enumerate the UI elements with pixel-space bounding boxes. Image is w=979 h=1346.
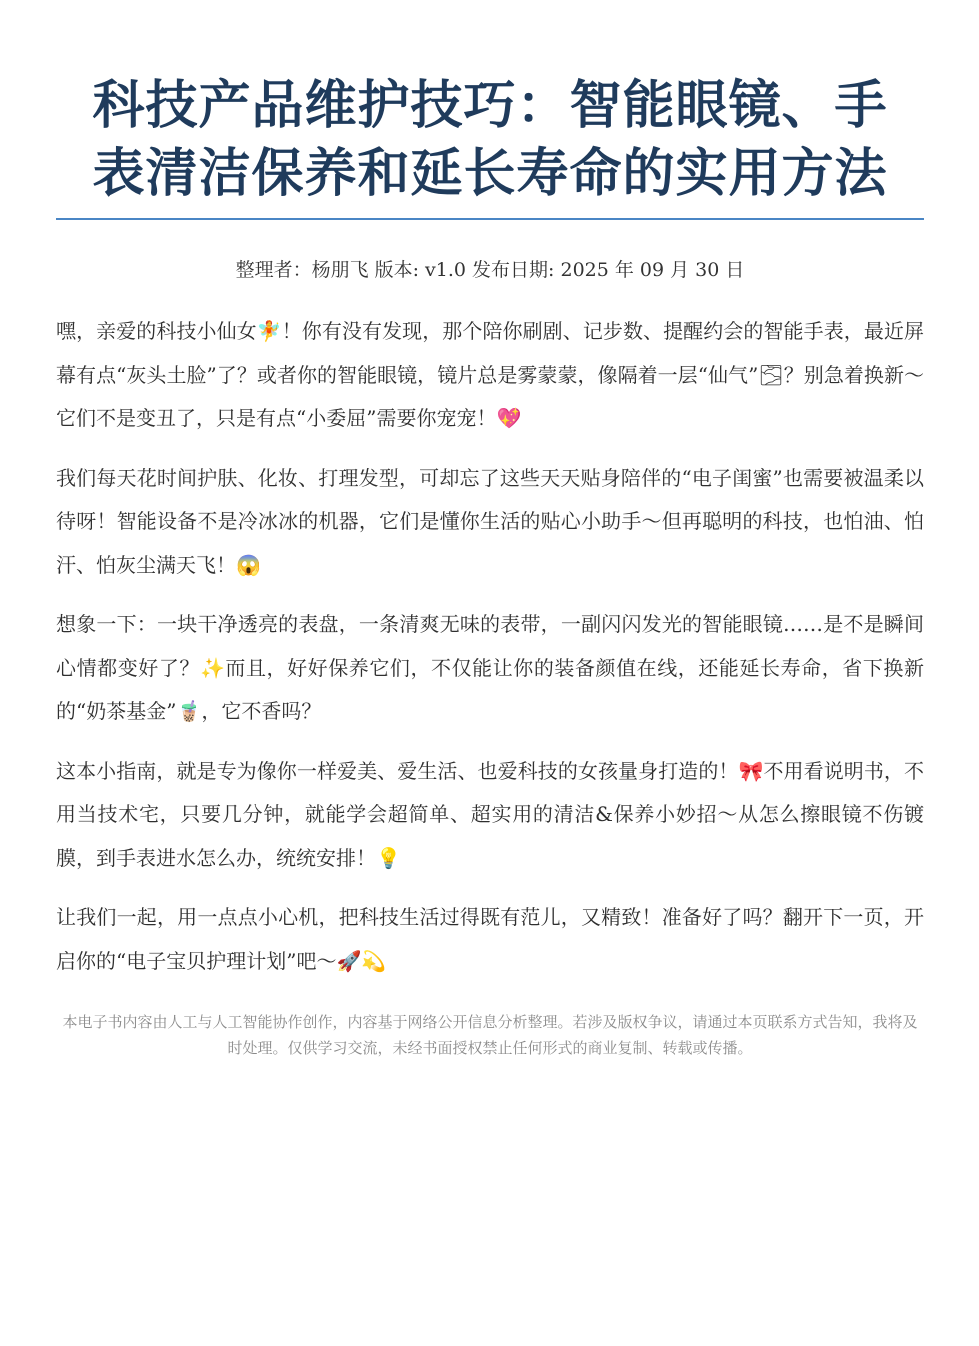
title-divider	[56, 218, 924, 220]
intro-paragraph-5: 让我们一起，用一点点小心机，把科技生活过得既有范儿，又精致！准备好了吗？翻开下一页，开启你的“电子宝贝护理计划”吧～🚀💫	[56, 905, 924, 973]
document-meta: 整理者：杨朋飞 版本: v1.0 发布日期: 2025 年 09 月 30 日	[235, 259, 745, 281]
document-title	[56, 72, 924, 208]
title-line-2: 表清洁保养和延长寿命的实用方法	[92, 144, 888, 204]
copyright-disclaimer: 本电子书内容由人工与人工智能协作创作，内容基于网络公开信息分析整理。若涉及版权争议，请通过本页联系方式告知，我将及时处理。仅供学习交流，未经书面授权禁止任何形式的商业复制、转载或传播。	[62, 1013, 918, 1057]
intro-paragraph-2: 我们每天花时间护肤、化妆、打理发型，可却忘了这些天天贴身陪伴的“电子闺蜜”也需要被温柔以待呀！智能设备不是冷冰冰的机器，它们是懂你生活的贴心小助手～但再聪明的科技，也怕油、怕汗、怕灰尘满天飞！😱	[56, 465, 924, 577]
intro-paragraph-4: 这本小指南，就是专为像你一样爱美、爱生活、也爱科技的女孩量身打造的！🎀不用看说明书，不用当技术宅，只要几分钟，就能学会超简单、超实用的清洁&保养小妙招～从怎么擦眼镜不伤镀膜，到手表进水怎么办，统统安排！💡	[56, 758, 924, 870]
title-line-1: 科技产品维护技巧：智能眼镜、手	[92, 76, 888, 136]
intro-paragraph-3: 想象一下：一块干净透亮的表盘，一条清爽无味的表带，一副闪闪发光的智能眼镜……是不是瞬间心情都变好了？✨而且，好好保养它们，不仅能让你的装备颜值在线，还能延长寿命，省下换新的“奶茶基金”🧋，它不香吗？	[56, 612, 924, 723]
intro-paragraph-1: 嘿，亲爱的科技小仙女🧚！你有没有发现，那个陪你刷剧、记步数、提醒约会的智能手表，最近屏幕有点“灰头土脸”了？或者你的智能眼镜，镜片总是雾蒙蒙，像隔着一层“仙气”🌫？别急着换新～它们不是变丑了，只是有点“小委屈”需要你宠宠！💖	[56, 319, 924, 430]
document-page	[56, 0, 924, 1061]
